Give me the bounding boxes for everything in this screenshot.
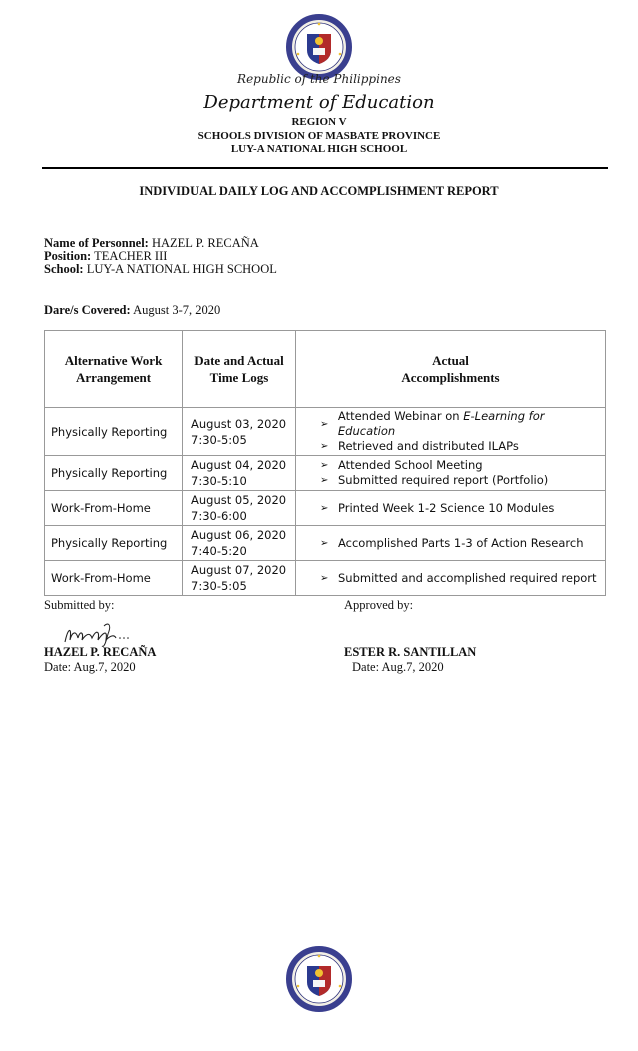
arrow-bullet-icon: ➢ <box>320 441 329 452</box>
position-label: Position: <box>44 249 92 263</box>
dates-covered <box>44 303 220 318</box>
list-item <box>320 409 604 439</box>
log-time: 7:30-5:05 <box>191 579 247 593</box>
log-date: August 03, 2020 <box>191 416 287 431</box>
preparer-date: Date: Aug.7, 2020 <box>44 660 136 674</box>
accomplishment-text: Attended School Meeting <box>338 458 483 472</box>
approved-by-label: Approved by: <box>344 598 414 612</box>
accomplishment-cell <box>296 408 606 456</box>
log-time: 7:30-6:00 <box>191 509 247 523</box>
date-time-cell <box>183 561 296 596</box>
header-arrangement <box>45 331 183 408</box>
table-row <box>45 561 606 596</box>
accomplishment-cell <box>296 456 606 491</box>
list-item <box>320 439 604 454</box>
log-date: August 07, 2020 <box>191 563 287 577</box>
log-date: August 05, 2020 <box>191 493 287 507</box>
arrow-bullet-icon: ➢ <box>320 502 329 514</box>
department-title: Department of Education <box>203 92 435 113</box>
list-item <box>320 473 604 488</box>
log-time: 7:30-5:10 <box>191 474 247 488</box>
approver-name: ESTER R. SANTILLAN <box>344 645 477 659</box>
daily-log-table <box>44 330 606 596</box>
header-arrangement-line1: Alternative Work <box>64 353 163 368</box>
arrow-bullet-icon: ➢ <box>320 572 329 584</box>
accomplishment-text: Retrieved and distributed ILAPs <box>338 439 519 453</box>
arrangement-cell: Physically Reporting <box>45 526 183 561</box>
arrow-bullet-icon: ➢ <box>320 418 329 430</box>
header-date-time <box>183 331 296 408</box>
list-item <box>320 571 604 586</box>
table-row <box>45 456 606 491</box>
accomplishment-cell <box>296 491 606 526</box>
table-row <box>45 526 606 561</box>
preparer-name: HAZEL P. RECAÑA <box>44 645 157 659</box>
deped-seal-icon <box>286 946 352 1012</box>
header-acc-line1: Actual <box>432 353 469 368</box>
list-item <box>320 536 604 551</box>
arrow-bullet-icon: ➢ <box>320 475 329 486</box>
date-time-cell <box>183 408 296 456</box>
submitted-by-label: Submitted by: <box>44 598 115 612</box>
list-item <box>320 458 604 473</box>
school-header-label: LUY-A NATIONAL HIGH SCHOOL <box>230 143 408 155</box>
table-row <box>45 408 606 456</box>
table-row <box>45 491 606 526</box>
republic-label: Republic of the Philippines <box>237 72 401 86</box>
log-time: 7:40-5:20 <box>191 544 247 558</box>
accomplishment-cell <box>296 561 606 596</box>
header-arrangement-line2: Arrangement <box>75 370 152 385</box>
accomplishment-text: Attended Webinar on E-Learning for Education <box>337 409 545 438</box>
log-time: 7:30-5:05 <box>191 432 247 447</box>
school-value: LUY-A NATIONAL HIGH SCHOOL <box>86 262 277 276</box>
arrangement-cell: Work-From-Home <box>45 491 183 526</box>
log-date: August 04, 2020 <box>191 458 287 472</box>
date-time-cell <box>183 491 296 526</box>
header-divider <box>42 167 608 169</box>
accomplishment-text: Submitted required report (Portfolio) <box>338 473 549 487</box>
arrow-bullet-icon: ➢ <box>320 460 329 471</box>
accomplishment-cell <box>296 526 606 561</box>
list-item <box>320 501 604 516</box>
header-accomplishments <box>296 331 606 408</box>
arrow-bullet-icon: ➢ <box>320 537 329 549</box>
accomplishment-text: Printed Week 1-2 Science 10 Modules <box>338 500 555 515</box>
report-title: INDIVIDUAL DAILY LOG AND ACCOMPLISHMENT REPORT <box>139 184 499 198</box>
arrangement-cell: Work-From-Home <box>45 561 183 596</box>
table-header-row <box>45 331 606 408</box>
arrangement-cell: Physically Reporting <box>45 408 183 456</box>
accomplishment-text: Submitted and accomplished required report <box>338 570 597 585</box>
personnel-school <box>44 262 277 277</box>
position-value: TEACHER III <box>94 249 168 263</box>
region-label: REGION V <box>291 116 347 128</box>
arrangement-cell: Physically Reporting <box>45 456 183 491</box>
covered-value: August 3-7, 2020 <box>133 303 221 317</box>
personnel-name-value: HAZEL P. RECAÑA <box>151 236 259 250</box>
date-time-cell <box>183 456 296 491</box>
accomplishment-text: Accomplished Parts 1-3 of Action Research <box>338 535 584 550</box>
log-date: August 06, 2020 <box>191 528 287 542</box>
header-acc-line2: Accomplishments <box>401 370 500 385</box>
division-label: SCHOOLS DIVISION OF MASBATE PROVINCE <box>197 130 441 142</box>
approver-date: Date: Aug.7, 2020 <box>352 660 444 674</box>
personnel-name-label: Name of Personnel: <box>44 236 149 250</box>
deped-seal-icon <box>286 14 352 80</box>
covered-label: Dare/s Covered: <box>44 303 131 317</box>
date-time-cell <box>183 526 296 561</box>
school-label: School: <box>44 262 84 276</box>
header-date-line2: Time Logs <box>209 370 269 385</box>
header-date-line1: Date and Actual <box>194 353 284 368</box>
